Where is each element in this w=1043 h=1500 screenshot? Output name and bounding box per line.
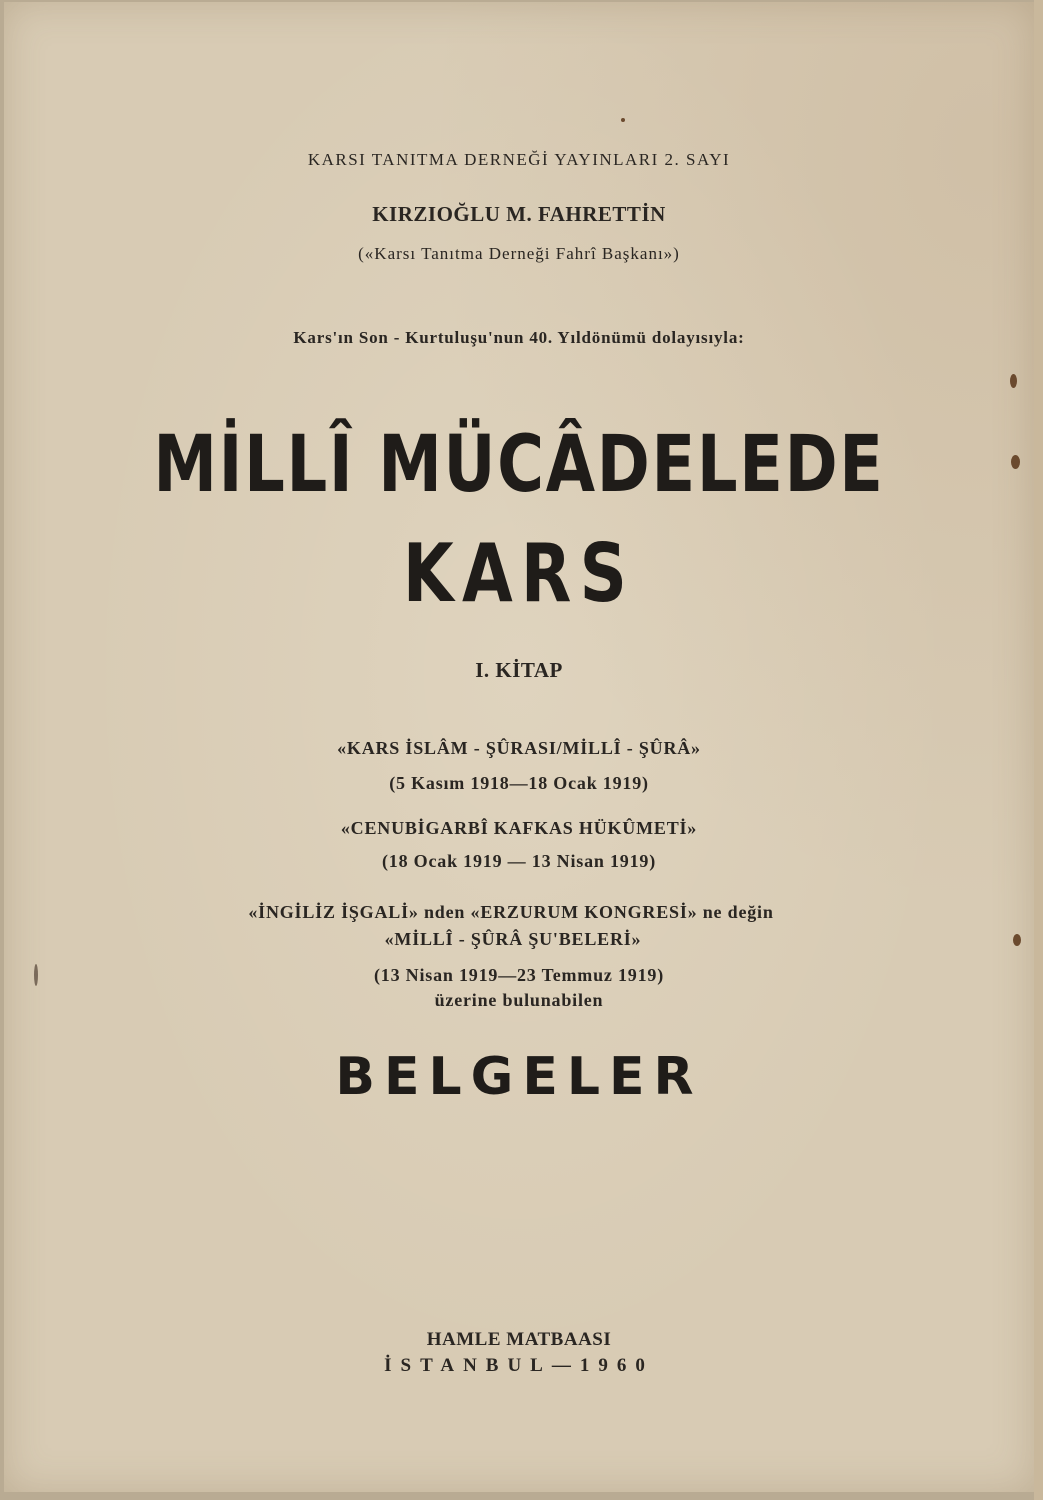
title-line-1: MİLLÎ MÜCÂDELEDE — [153, 420, 885, 510]
volume-label: I. KİTAP — [475, 658, 563, 682]
stain-spot — [1013, 934, 1021, 946]
title-line-2: KARS — [402, 527, 636, 620]
series-line: KARSI TANITMA DERNEĞİ YAYINLARI 2. SAYI — [307, 150, 731, 169]
stain-spot — [1010, 374, 1017, 388]
main-heading: BELGELER — [335, 1047, 703, 1107]
section-3-note: üzerine bulunabilen — [434, 990, 604, 1010]
city-year: İSTANBUL—1960 — [384, 1355, 654, 1376]
author-role: («Karsı Tanıtma Derneği Fahrî Başkanı») — [358, 244, 680, 263]
stain-spot — [1011, 455, 1020, 469]
section-1-title: «KARS İSLÂM - ŞÛRASI/MİLLÎ - ŞÛRÂ» — [337, 738, 701, 758]
section-3-dates: (13 Nisan 1919—23 Temmuz 1919) — [373, 965, 664, 985]
printer-name: HAMLE MATBAASI — [426, 1329, 612, 1350]
section-2-title: «CENUBİGARBÎ KAFKAS HÜKÛMETİ» — [340, 818, 698, 838]
stain-spot — [34, 964, 38, 986]
section-2-dates: (18 Ocak 1919 — 13 Nisan 1919) — [381, 851, 656, 871]
occasion-line: Kars'ın Son - Kurtuluşu'nun 40. Yıldönümü dolayısıyla: — [293, 328, 745, 347]
page-edge — [1034, 0, 1043, 1500]
author-name: KIRZIOĞLU M. FAHRETTİN — [372, 202, 666, 226]
section-1-dates: (5 Kasım 1918—18 Ocak 1919) — [389, 773, 649, 793]
book-cover — [4, 2, 1034, 1492]
stain-spot — [621, 118, 625, 122]
section-3-title-line-1: «İNGİLİZ İŞGALİ» nden «ERZURUM KONGRESİ» ne değin — [248, 902, 774, 922]
section-3-title-line-2: «MİLLÎ - ŞÛRÂ ŞU'BELERİ» — [384, 929, 642, 949]
